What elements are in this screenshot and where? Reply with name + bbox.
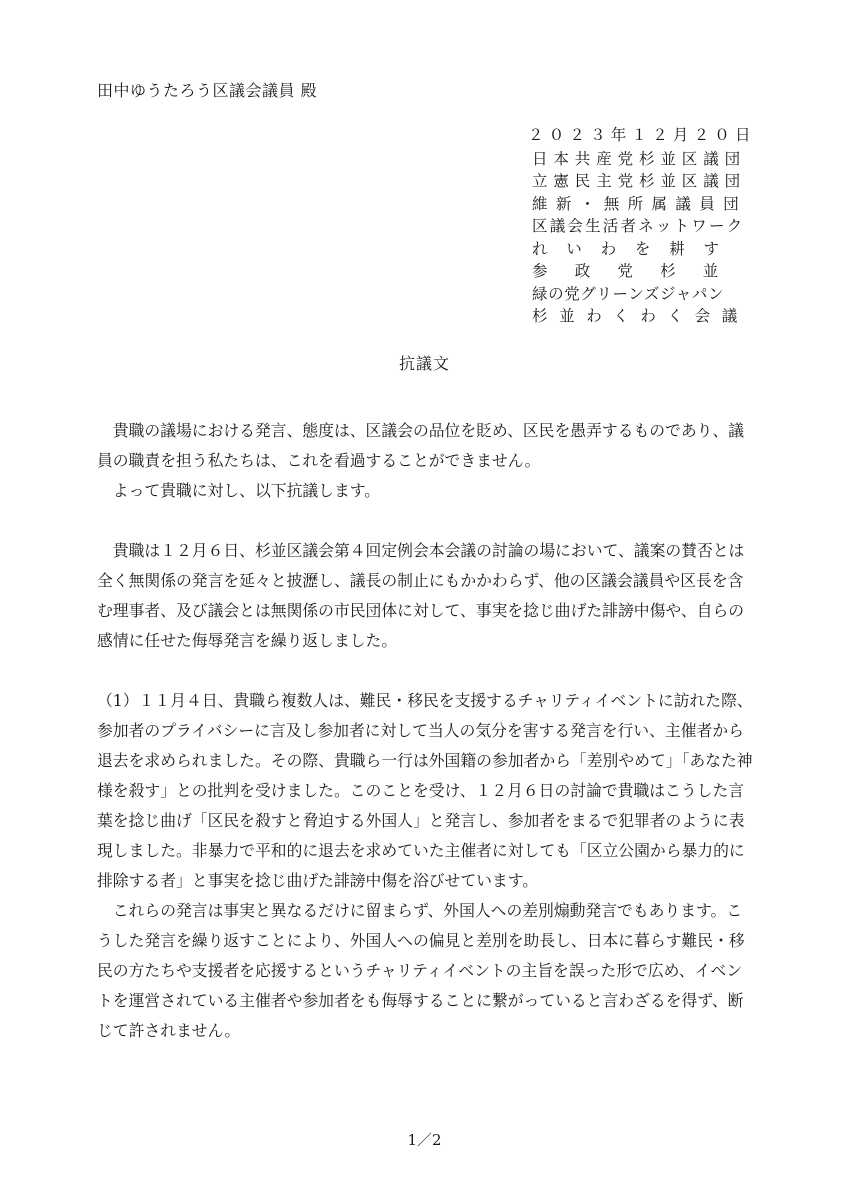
sender-group-name: れいわを耕す [532, 239, 738, 258]
sender-group-name: 日本共産党杉並区議団 [532, 149, 747, 168]
sender-group-name: 立憲民主党杉並区議団 [532, 172, 747, 190]
text-line: （1）１１月４日、貴職ら複数人は、難民・移民を支援するチャリティイベントに訪れた際、 [97, 691, 753, 710]
date: ２０２３年１２月２０日 [528, 126, 756, 144]
text-line: む理事者、及び議会とは無関係の市民団体に対して、事実を捻じ曲げた誹謗中傷や、自らの [97, 601, 745, 620]
text-line: 員の職責を担う私たちは、これを看過することができません。 [97, 451, 541, 470]
date-line [528, 124, 756, 147]
sender-group-name: 杉並わくわく会議 [532, 307, 749, 325]
paragraph-protest-reason [97, 416, 753, 476]
sender-group-name: 緑の党グリーンズジャパン [532, 284, 725, 303]
document-body [97, 416, 753, 1046]
text-line: 葉を捻じ曲げ「区民を殺すと脅迫する外国人」と発言し、参加者をまるで犯罪者のように表 [97, 811, 745, 830]
sender-group-name: 区議会生活者ネットワーク [532, 217, 745, 235]
paragraph-protest-statement [97, 476, 753, 506]
sender-group-name: 参政党杉並 [532, 262, 746, 280]
text-line: 貴職の議場における発言、態度は、区議会の品位を貶め、区民を愚弄するものであり、議 [97, 421, 745, 440]
page-number: 1／2 [407, 1131, 442, 1149]
sender-group [532, 260, 750, 283]
sender-group [532, 283, 750, 306]
text-line: 排除する者」と事実を捻じ曲げた誹謗中傷を浴びせています。 [97, 871, 539, 890]
text-line: 様を殺す」との批判を受けました。このことを受け、１２月６日の討論で貴職はこうした言 [97, 781, 745, 800]
paragraph-background [97, 536, 753, 656]
text-line: 参加者のプライバシーに言及し参加者に対して当人の気分を害する発言を行い、主催者から [97, 721, 744, 740]
document-title: 抗議文 [398, 354, 450, 373]
sender-group-name: 維新・無所属議員団 [532, 194, 748, 213]
text-line: 感情に任せた侮辱発言を繰り返しました。 [97, 631, 398, 650]
sender-group [532, 238, 750, 261]
sender-group [532, 148, 750, 171]
text-line: 退去を求められました。その際、貴職ら一行は外国籍の参加者から「差別やめて」「あなた神 [97, 751, 753, 770]
paragraph-conclusion [97, 896, 753, 1046]
text-line: うした発言を繰り返すことにより、外国人への偏見と差別を助長し、日本に暮らす難民・移 [97, 931, 745, 950]
paragraph-item-1 [97, 686, 753, 896]
sender-group [532, 215, 750, 238]
sender-group [532, 170, 750, 193]
addressee: 田中ゆうたろう区議会議員 殿 [97, 81, 318, 100]
text-line: これらの発言は事実と異なるだけに留まらず、外国人への差別煽動発言でもあります。こ [97, 901, 743, 920]
text-line: じて許されません。 [97, 1021, 241, 1040]
text-line: 全く無関係の発言を延々と披瀝し、議長の制止にもかかわらず、他の区議会議員や区長を含 [97, 571, 744, 590]
sender-block [528, 124, 756, 328]
text-line: 現しました。非暴力で平和的に退去を求めていた主催者に対しても「区立公園から暴力的に [97, 841, 745, 860]
text-line: 民の方たちや支援者を応援するというチャリティイベントの主旨を誤った形で広め、イベン [97, 961, 742, 980]
text-line: よって貴職に対し、以下抗議します。 [97, 481, 381, 500]
sender-group [532, 305, 750, 328]
text-line: 貴職は１２月６日、杉並区議会第４回定例会本会議の討論の場において、議案の賛否とは [97, 541, 745, 560]
text-line: トを運営されている主催者や参加者をも侮辱することに繋がっていると言わざるを得ず、断 [97, 991, 744, 1010]
sender-group [532, 193, 750, 216]
